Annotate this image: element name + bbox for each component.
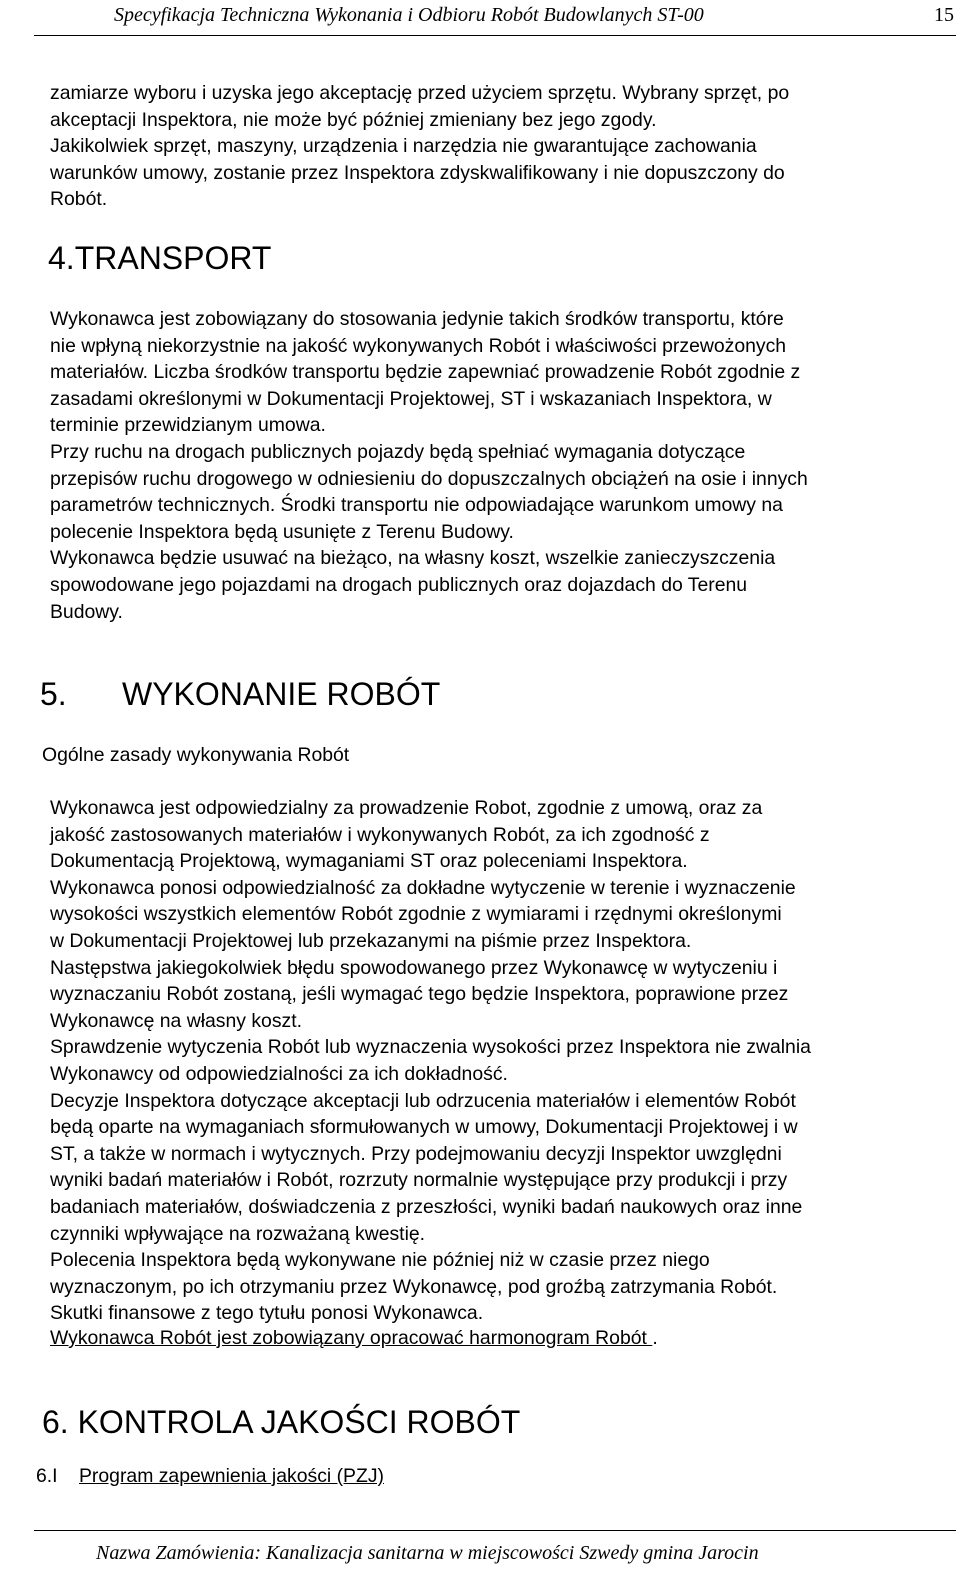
section-6-1-title: Program zapewnienia jakości (PZJ) (79, 1465, 384, 1487)
section-5-subheading: Ogólne zasady wykonywania Robót (42, 744, 350, 766)
schedule-obligation-line (50, 1325, 658, 1352)
section-5-title: WYKONANIE ROBÓT (122, 676, 441, 712)
schedule-obligation-period: . (652, 1327, 658, 1349)
section-4-heading: 4.TRANSPORT (48, 240, 272, 276)
section-5-number: 5. (40, 676, 67, 712)
header-divider (34, 35, 956, 36)
section-6-1-subheading (36, 1463, 384, 1489)
section-5-body: Wykonawca jest odpowiedzialny za prowadzenie Robot, zgodnie z umową, oraz za jakość zastosowanych materiałów i wykonywanych Robót, za ich zgodność z Dokumentacją Projektową, wymaganiami ST oraz poleceniami Inspektora. Wykonawca ponosi odpowiedzialność za dokładne wytyczenie w terenie i wyznaczenie wysokości wszystkich elementów Robót zgodnie z wymiarami i rzędnymi określonymi w Dokumentacji Projektowej lub przekazanymi na piśmie przez Inspektora. Następstwa jakiegokolwiek błędu spowodowanego przez Wykonawcę w wytyczeniu i wyznaczaniu Robót zostaną, jeśli wymagać tego będzie Inspektora, poprawione przez Wykonawcę na własny koszt. Sprawdzenie wytyczenia Robót lub wyznaczenia wysokości przez Inspektora nie zwalnia Wykonawcy od odpowiedzialności za ich dokładność. Decyzje Inspektora dotyczące akceptacji lub odrzucenia materiałów i elementów Robót będą oparte na wymaganiach sformułowanych w umowy, Dokumentacji Projektowej i w ST, a także w normach i wytycznych. Przy podejmowaniu decyzji Inspektor uwzględni wyniki badań materiałów i Robót, rozrzuty normalnie występujące przy produkcji i przy badaniach materiałów, doświadczenia z przeszłości, wyniki badań naukowych oraz inne czynniki wpływające na rozważaną kwestię. Polecenia Inspektora będą wykonywane nie później niż w czasie przez niego wyznaczonym, po ich otrzymaniu przez Wykonawcę, pod groźbą zatrzymania Robót. Skutki finansowe z tego tytułu ponosi Wykonawca. (50, 797, 811, 1325)
section-4-body: Wykonawca jest zobowiązany do stosowania jedynie takich środków transportu, które nie wpłyną niekorzystnie na jakość wykonywanych Robót i właściwości przewożonych materiałów. Liczba środków transportu będzie zapewniać prowadzenie Robót zgodnie z zasadami określonymi w Dokumentacji Projektowej, ST i wskazaniach Inspektora, w terminie przewidzianym umowa. Przy ruchu na drogach publicznych pojazdy będą spełniać wymagania dotyczące przepisów ruchu drogowego w odniesieniu do dopuszczalnych obciążeń na osie i innych parametrów technicznych. Środki transportu nie odpowiadające warunkom umowy na polecenie Inspektora będą usunięte z Terenu Budowy. Wykonawca będzie usuwać na bieżąco, na własny koszt, wszelkie zanieczyszczenia spowodowane jego pojazdami na drogach publicznych oraz dojazdach do Terenu Budowy. (50, 308, 808, 623)
section-5-heading (40, 674, 440, 714)
schedule-obligation-text: Wykonawca Robót jest zobowiązany opracować harmonogram Robót (50, 1327, 653, 1349)
footer-divider (34, 1530, 956, 1531)
header-title: Specyfikacja Techniczna Wykonania i Odbioru Robót Budowlanych ST-00 (114, 4, 704, 26)
page-number: 15 (934, 4, 954, 26)
page-header (114, 4, 954, 28)
intro-paragraph: zamiarze wyboru i uzyska jego akceptację przed użyciem sprzętu. Wybrany sprzęt, po akceptacji Inspektora, nie może być później zmieniany bez jego zgody. Jakikolwiek sprzęt, maszyny, urządzenia i narzędzia nie gwarantujące zachowania warunków umowy, zostanie przez Inspektora zdyskwalifikowany i nie dopuszczony do Robót. (50, 82, 790, 211)
section-6-1-number: 6.I (36, 1465, 58, 1487)
section-6-heading: 6. KONTROLA JAKOŚCI ROBÓT (42, 1404, 521, 1440)
page-footer: Nazwa Zamówienia: Kanalizacja sanitarna w miejscowości Szwedy gmina Jarocin (96, 1542, 759, 1564)
